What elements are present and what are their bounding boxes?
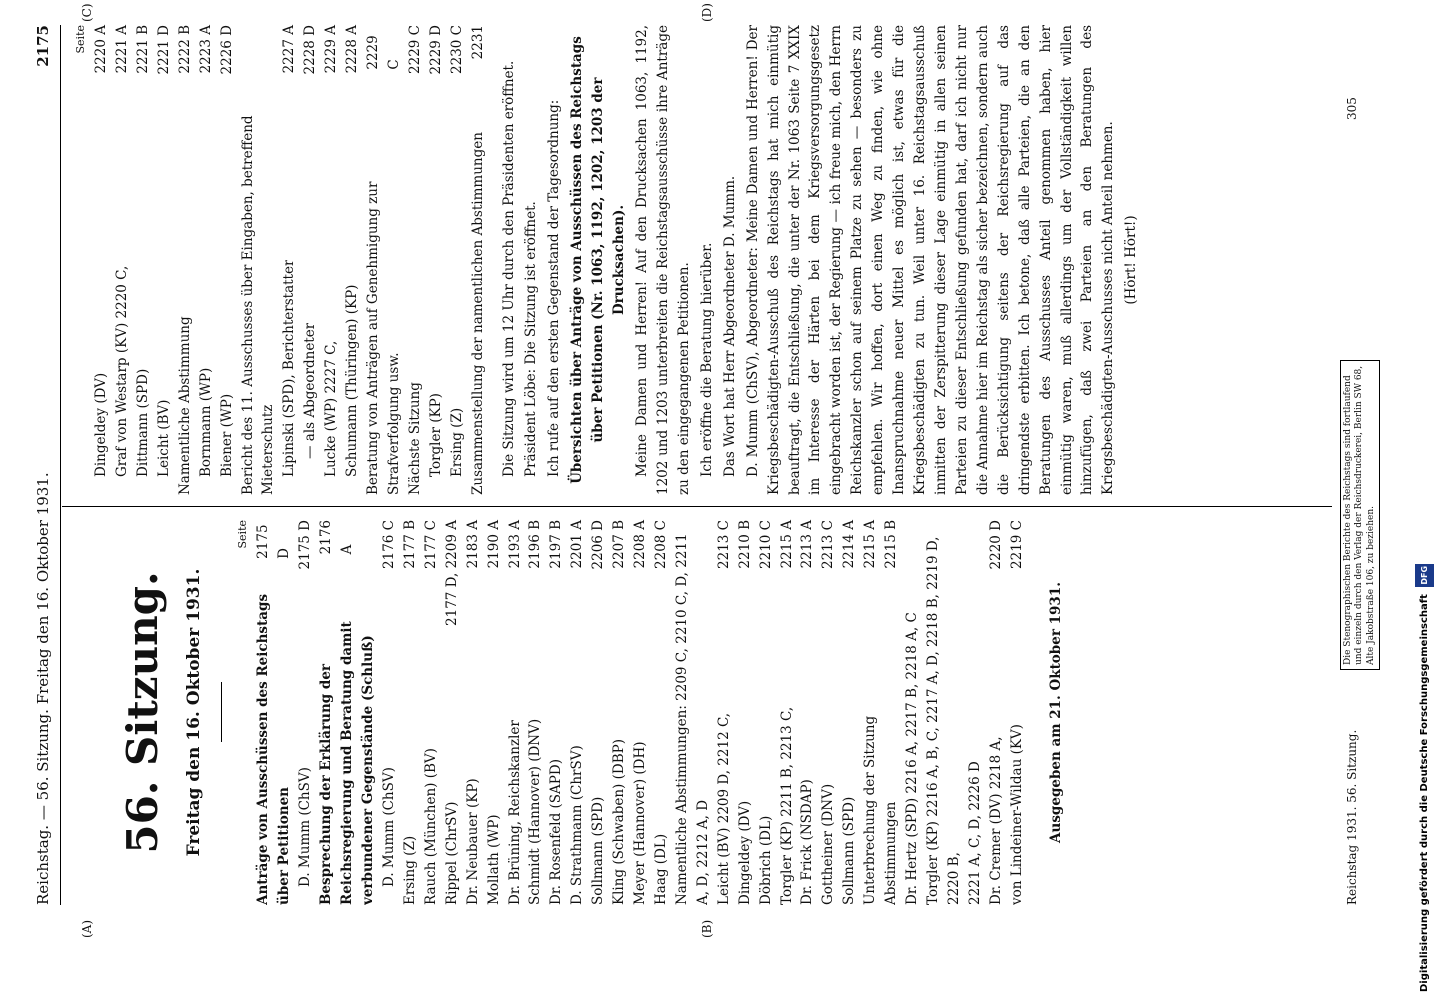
contents-page-ref: 2222 B <box>176 25 193 74</box>
body-paragraph: Meine Damen und Herren! Auf den Drucksachen 1063, 1192, 1202 und 1203 unterbreiten die Reichstagsausschüsse ihre Anträge zu den eingegangenen Petitionen. <box>634 25 692 495</box>
contents-entry: Torgler (KP) <box>427 393 444 477</box>
contents-row <box>342 25 363 495</box>
right-column <box>70 25 1144 495</box>
contents-row <box>363 25 405 495</box>
contents-row <box>400 520 421 905</box>
contents-page-ref: 2175 D <box>255 524 293 559</box>
session-title: 56. Sitzung. <box>118 571 167 854</box>
distribution-stamp: Die Stenographischen Berichte des Reichstags sind fortlaufend und einzeln durch den Verlag der Reichsdruckerei, Berlin SW 68, Alte Jakobstraße 106, zu beziehen. <box>1340 360 1380 670</box>
contents-row <box>321 25 342 495</box>
contents-row <box>442 520 463 905</box>
contents-entry: Schumann (Thüringen) (KP) <box>344 284 361 477</box>
contents-row <box>630 520 651 905</box>
margin-mark-c: (C) <box>80 3 94 22</box>
contents-page-ref: 2228 D <box>302 25 319 75</box>
body-paragraph: Die Sitzung wird um 12 Uhr durch den Präsidenten eröffnet. <box>500 60 517 477</box>
contents-row <box>484 520 505 905</box>
contents-row <box>735 520 756 905</box>
ausgegeben-line: Ausgegeben am 21. Oktober 1931. <box>1047 582 1064 843</box>
contents-page-ref: 2208 C <box>653 520 669 569</box>
contents-entry: Lucke (WP) 2227 C, <box>323 340 340 477</box>
contents-entry: Besprechung der Erklärung der Reichsregierung und Beratung damit verbundener Gegenstände (Schluß) <box>318 621 377 905</box>
contents-entry: Ersing (Z) <box>448 407 465 477</box>
contents-page-ref: 2213 A <box>799 520 816 569</box>
contents-page-ref: 2221 B <box>134 25 151 74</box>
contents-row <box>525 520 546 905</box>
contents-entry: Dr. Hertz (SPD) 2216 A, 2217 B, 2218 A, C <box>904 612 921 905</box>
footer-left: Reichstag 1931. 56. Sitzung. <box>1345 729 1359 905</box>
header-title: Reichstag. — 56. Sitzung. Freitag den 16. Oktober 1931. <box>34 472 52 905</box>
contents-row <box>196 25 217 495</box>
seite-label-right: Seite <box>74 25 87 54</box>
contents-entry: Nächste Sitzung <box>406 382 423 495</box>
contents-page-ref: 2193 A <box>506 520 523 569</box>
contents-row <box>154 25 175 495</box>
header-rule <box>60 25 61 905</box>
contents-page-ref: 2221 A <box>113 25 130 74</box>
contents-row <box>133 25 154 495</box>
contents-page-ref: 2229 C <box>406 25 423 74</box>
contents-row <box>965 520 986 905</box>
body-paragraph: Ich rufe auf den ersten Gegenstand der Tagesordnung: <box>546 99 563 477</box>
contents-page-ref <box>672 520 714 526</box>
contents-entry: Dr. Frick (NSDAP) <box>799 779 816 905</box>
contents-page-ref: 2229 D <box>427 25 444 75</box>
contents-page-ref: 2206 D <box>590 520 607 570</box>
contents-entry: Zusammenstellung der namentlichen Abstimmungen <box>469 132 486 495</box>
contents-page-ref: 2213 C <box>820 520 837 569</box>
contents-entry: Dr. Neubauer (KP) <box>464 778 481 905</box>
right-contents-list <box>91 25 489 495</box>
contents-entry: Dr. Cremer (DV) 2218 A, <box>987 736 1004 905</box>
contents-row <box>300 25 321 495</box>
body-paragraph: Ich eröffne die Beratung hierüber. <box>698 242 715 477</box>
sidebar-credit <box>1415 0 1434 1000</box>
contents-entry: Haag (DL) <box>653 833 669 905</box>
contents-page-ref: 2220 D <box>987 520 1004 570</box>
contents-entry: D. Mumm (ChSV) <box>297 767 314 887</box>
margin-mark-a: (A) <box>80 919 94 938</box>
contents-entry: von Lindeiner-Wildau (KV) <box>1008 724 1025 905</box>
contents-page-ref: 2229 C <box>365 35 402 70</box>
contents-row <box>609 520 630 905</box>
dfg-sidebar <box>1415 0 1434 1000</box>
contents-entry: Dingeldey (DV) <box>93 372 110 477</box>
body-paragraph: Präsident Löbe: Die Sitzung ist eröffnet. <box>523 201 540 477</box>
footer-right: 305 <box>1345 97 1359 120</box>
contents-row <box>468 25 489 495</box>
proceedings-text <box>499 25 1143 495</box>
contents-entry: Leicht (BV) <box>155 399 172 477</box>
contents-entry: Dittmann (SPD) <box>134 368 151 477</box>
contents-row <box>295 520 316 905</box>
contents-page-ref <box>902 520 923 526</box>
contents-row <box>567 520 588 905</box>
contents-row <box>777 520 798 905</box>
contents-row <box>238 25 280 495</box>
column-rule <box>62 506 1332 507</box>
contents-page-ref: 2213 C <box>715 520 732 569</box>
contents-entry: Kling (Schwaben) (DBP) <box>611 739 628 905</box>
contents-page-ref: 2207 B <box>611 520 628 569</box>
contents-entry: Anträge von Ausschüssen des Reichstags über Petitionen <box>255 593 293 905</box>
contents-page-ref: 2210 B <box>736 520 753 569</box>
contents-row <box>902 520 923 905</box>
session-date: Freitag den 16. Oktober 1931. <box>184 568 205 857</box>
contents-entry: — als Abgeordneter <box>302 322 319 459</box>
contents-page-ref: 2231 <box>469 25 486 60</box>
contents-row <box>1007 520 1028 905</box>
contents-entry: Mollath (WP) <box>485 814 502 905</box>
contents-page-ref: 2176 C <box>381 520 398 569</box>
contents-entry: Ersing (Z) <box>401 835 418 905</box>
contents-row <box>860 520 881 905</box>
contents-entry: Namentliche Abstimmungen: 2209 C, 2210 C, D, 2211 A, D, 2212 A, D <box>673 533 711 905</box>
body-paragraph: Das Wort hat Herr Abgeordneter D. Mumm. <box>721 175 738 477</box>
contents-entry: D. Mumm (ChSV) <box>381 767 398 887</box>
sidebar-credit-text: Digitalisierung gefördert durch die Deutsche Forschungsgemeinschaft <box>1419 594 1430 992</box>
contents-page-ref: 2230 C <box>448 25 465 74</box>
contents-page-ref: 2177 B <box>401 520 418 569</box>
contents-entry: Gottheiner (DNV) <box>820 783 837 905</box>
contents-entry: Torgler (KP) 2211 B, 2213 C, <box>778 706 795 905</box>
contents-page-ref <box>238 25 280 31</box>
contents-entry: Sollmann (SPD) <box>841 796 858 905</box>
contents-page-ref: 2215 A <box>862 520 879 569</box>
contents-entry: Döbrich (DL) <box>757 815 774 905</box>
contents-entry: Unterbrechung der Sitzung <box>862 715 879 905</box>
contents-page-ref <box>923 520 965 526</box>
contents-row <box>818 520 839 905</box>
contents-entry: Torgler (KP) 2216 A, B, C, 2217 A, D, 2218 B, 2219 D, 2220 B, <box>924 536 962 905</box>
contents-row <box>112 25 133 495</box>
contents-page-ref: 2183 A <box>464 520 481 569</box>
contents-row <box>426 25 447 495</box>
contents-entry: Lipinski (SPD), Berichterstatter <box>281 259 298 477</box>
contents-entry: D. Strathmann (ChrSV) <box>569 745 586 905</box>
contents-entry: Abstimmungen <box>883 801 900 905</box>
contents-entry: Beratung von Anträgen auf Genehmigung zur Strafverfolgung usw. <box>365 181 402 495</box>
contents-entry: Bericht des 11. Ausschusses über Eingaben, betreffend Mieterschutz <box>239 115 277 495</box>
contents-page-ref: 2228 A <box>344 25 361 74</box>
contents-entry: Namentliche Abstimmung <box>176 316 193 495</box>
contents-entry: Bornmann (WP) <box>197 367 214 477</box>
contents-row <box>279 25 300 495</box>
contents-entry: Graf von Westarp (KV) 2220 C, <box>113 265 130 477</box>
contents-entry: Biener (WP) <box>218 393 235 477</box>
contents-row <box>714 520 735 905</box>
contents-row <box>986 520 1007 905</box>
contents-row <box>588 520 609 905</box>
contents-page-ref: 2177 C <box>422 520 439 569</box>
contents-row <box>881 520 902 905</box>
contents-row <box>91 25 112 495</box>
contents-entry: Meyer (Hannover) (DH) <box>632 741 649 905</box>
contents-row <box>463 520 484 905</box>
contents-entry: 2221 A, C, D, 2226 D <box>966 761 983 905</box>
title-separator <box>221 683 222 743</box>
contents-row <box>405 25 426 495</box>
contents-page-ref: 2210 C <box>757 520 774 569</box>
contents-row <box>839 520 860 905</box>
margin-mark-b: (B) <box>700 919 714 938</box>
contents-page-ref: 2176 A <box>318 520 356 555</box>
contents-row <box>923 520 965 905</box>
contents-page-ref: 2226 D <box>218 25 235 75</box>
contents-row <box>546 520 567 905</box>
contents-entry: Sollmann (SPD) <box>590 796 607 905</box>
contents-row <box>379 520 400 905</box>
body-paragraph: D. Mumm (ChSV), Abgeordneter: Meine Damen und Herren! Der Kriegsbeschädigten-Ausschuß des Reichstags hat mich einmütig beauftragt, die Entschließung, die unter der Nr. 1063 Seite 7 XXIX im Interesse der Härten bei dem Kriegsversorgungsgesetz eingebracht worden ist, der Regierung — ich freue mich, den Herrn Reichskanzler schon auf seinem Platze zu sehen — besonders zu empfehlen. Wir hoffen, dort einen Weg zu finden, wie ohne Inanspruchnahme neuer Mittel es möglich ist, etwas für die Kriegsbeschädigten zu tun. Weil unter 16. Reichstagsausschuß inmitten der Zerspitterung dieser Lage einmütig in allen seinen Parteien zu dieser Entschließung gefunden hat, darf ich nicht nur die Annahme hier im Reichstag als sicher bezeichnen, sondern auch die Berücksichtigung seitens der Reichsregierung auf das dringendste erbitten. Ich betone, daß alle Parteien, die an den Beratungen des Ausschusses Anteil genommen haben, hier einmütig waren, muß allerdings um der Vollständigkeit willen hinzufügen, daß zwei Parteien an den Beratungen des Kriegsbeschädigten-Ausschusses nicht Anteil nehmen. <box>744 25 1117 495</box>
contents-page-ref <box>965 520 986 526</box>
contents-page-ref: 2215 B <box>883 520 900 569</box>
seite-label: Seite <box>236 520 250 549</box>
contents-entry: Dingeldey (DV) <box>736 800 753 905</box>
contents-row <box>651 520 672 905</box>
contents-page-ref: 2229 A <box>323 25 340 74</box>
margin-mark-d: (D) <box>700 3 714 22</box>
body-paragraph: Übersichten über Anträge von Ausschüssen des Reichstags über Petitionen (Nr. 1063, 1192, 1202, 1203 der Drucksachen). <box>569 36 628 484</box>
contents-row <box>672 520 714 905</box>
contents-row <box>217 25 238 495</box>
contents-row <box>797 520 818 905</box>
running-header <box>28 25 58 905</box>
contents-page-ref: 2201 A <box>569 520 586 569</box>
contents-row <box>316 520 379 905</box>
contents-entry: Schmidt (Hannover) (DNV) <box>527 718 544 905</box>
contents-page-ref: 2214 A <box>841 520 858 569</box>
contents-page-ref: 2196 B <box>527 520 544 569</box>
contents-page-ref: 2220 A <box>93 25 110 74</box>
contents-row <box>175 25 196 495</box>
contents-page-ref: 2221 D <box>155 25 172 75</box>
contents-entry: Dr. Rosenfeld (SAPD) <box>548 759 565 905</box>
left-contents-list <box>253 520 1027 905</box>
dfg-logo-icon: DFG <box>1415 564 1434 587</box>
contents-page-ref: 2197 B <box>548 520 565 569</box>
contents-page-ref: 2190 A <box>485 520 502 569</box>
contents-entry: Rippel (ChrSV) <box>443 801 460 905</box>
contents-page-ref: 2223 A <box>197 25 214 74</box>
contents-page-ref: 2177 D, 2209 A <box>443 520 460 626</box>
contents-row <box>447 25 468 495</box>
contents-page-ref: 2219 C <box>1008 520 1025 569</box>
contents-page-ref: 2175 D <box>297 520 314 570</box>
contents-row <box>421 520 442 905</box>
contents-row <box>756 520 777 905</box>
contents-page-ref: 2215 A <box>778 520 795 569</box>
contents-entry: Leicht (BV) 2209 D, 2212 C, <box>715 712 732 905</box>
contents-page-ref: 2227 A <box>281 25 298 74</box>
left-column <box>70 520 1067 905</box>
page-number: 2175 <box>34 25 52 67</box>
body-paragraph: (Hört! Hört!) <box>1123 215 1140 305</box>
contents-row <box>253 520 295 905</box>
contents-page-ref: 2208 A <box>632 520 649 569</box>
contents-row <box>505 520 526 905</box>
contents-entry: Rauch (München) (BV) <box>422 748 439 905</box>
contents-entry: Dr. Brüning, Reichskanzler <box>506 720 523 905</box>
